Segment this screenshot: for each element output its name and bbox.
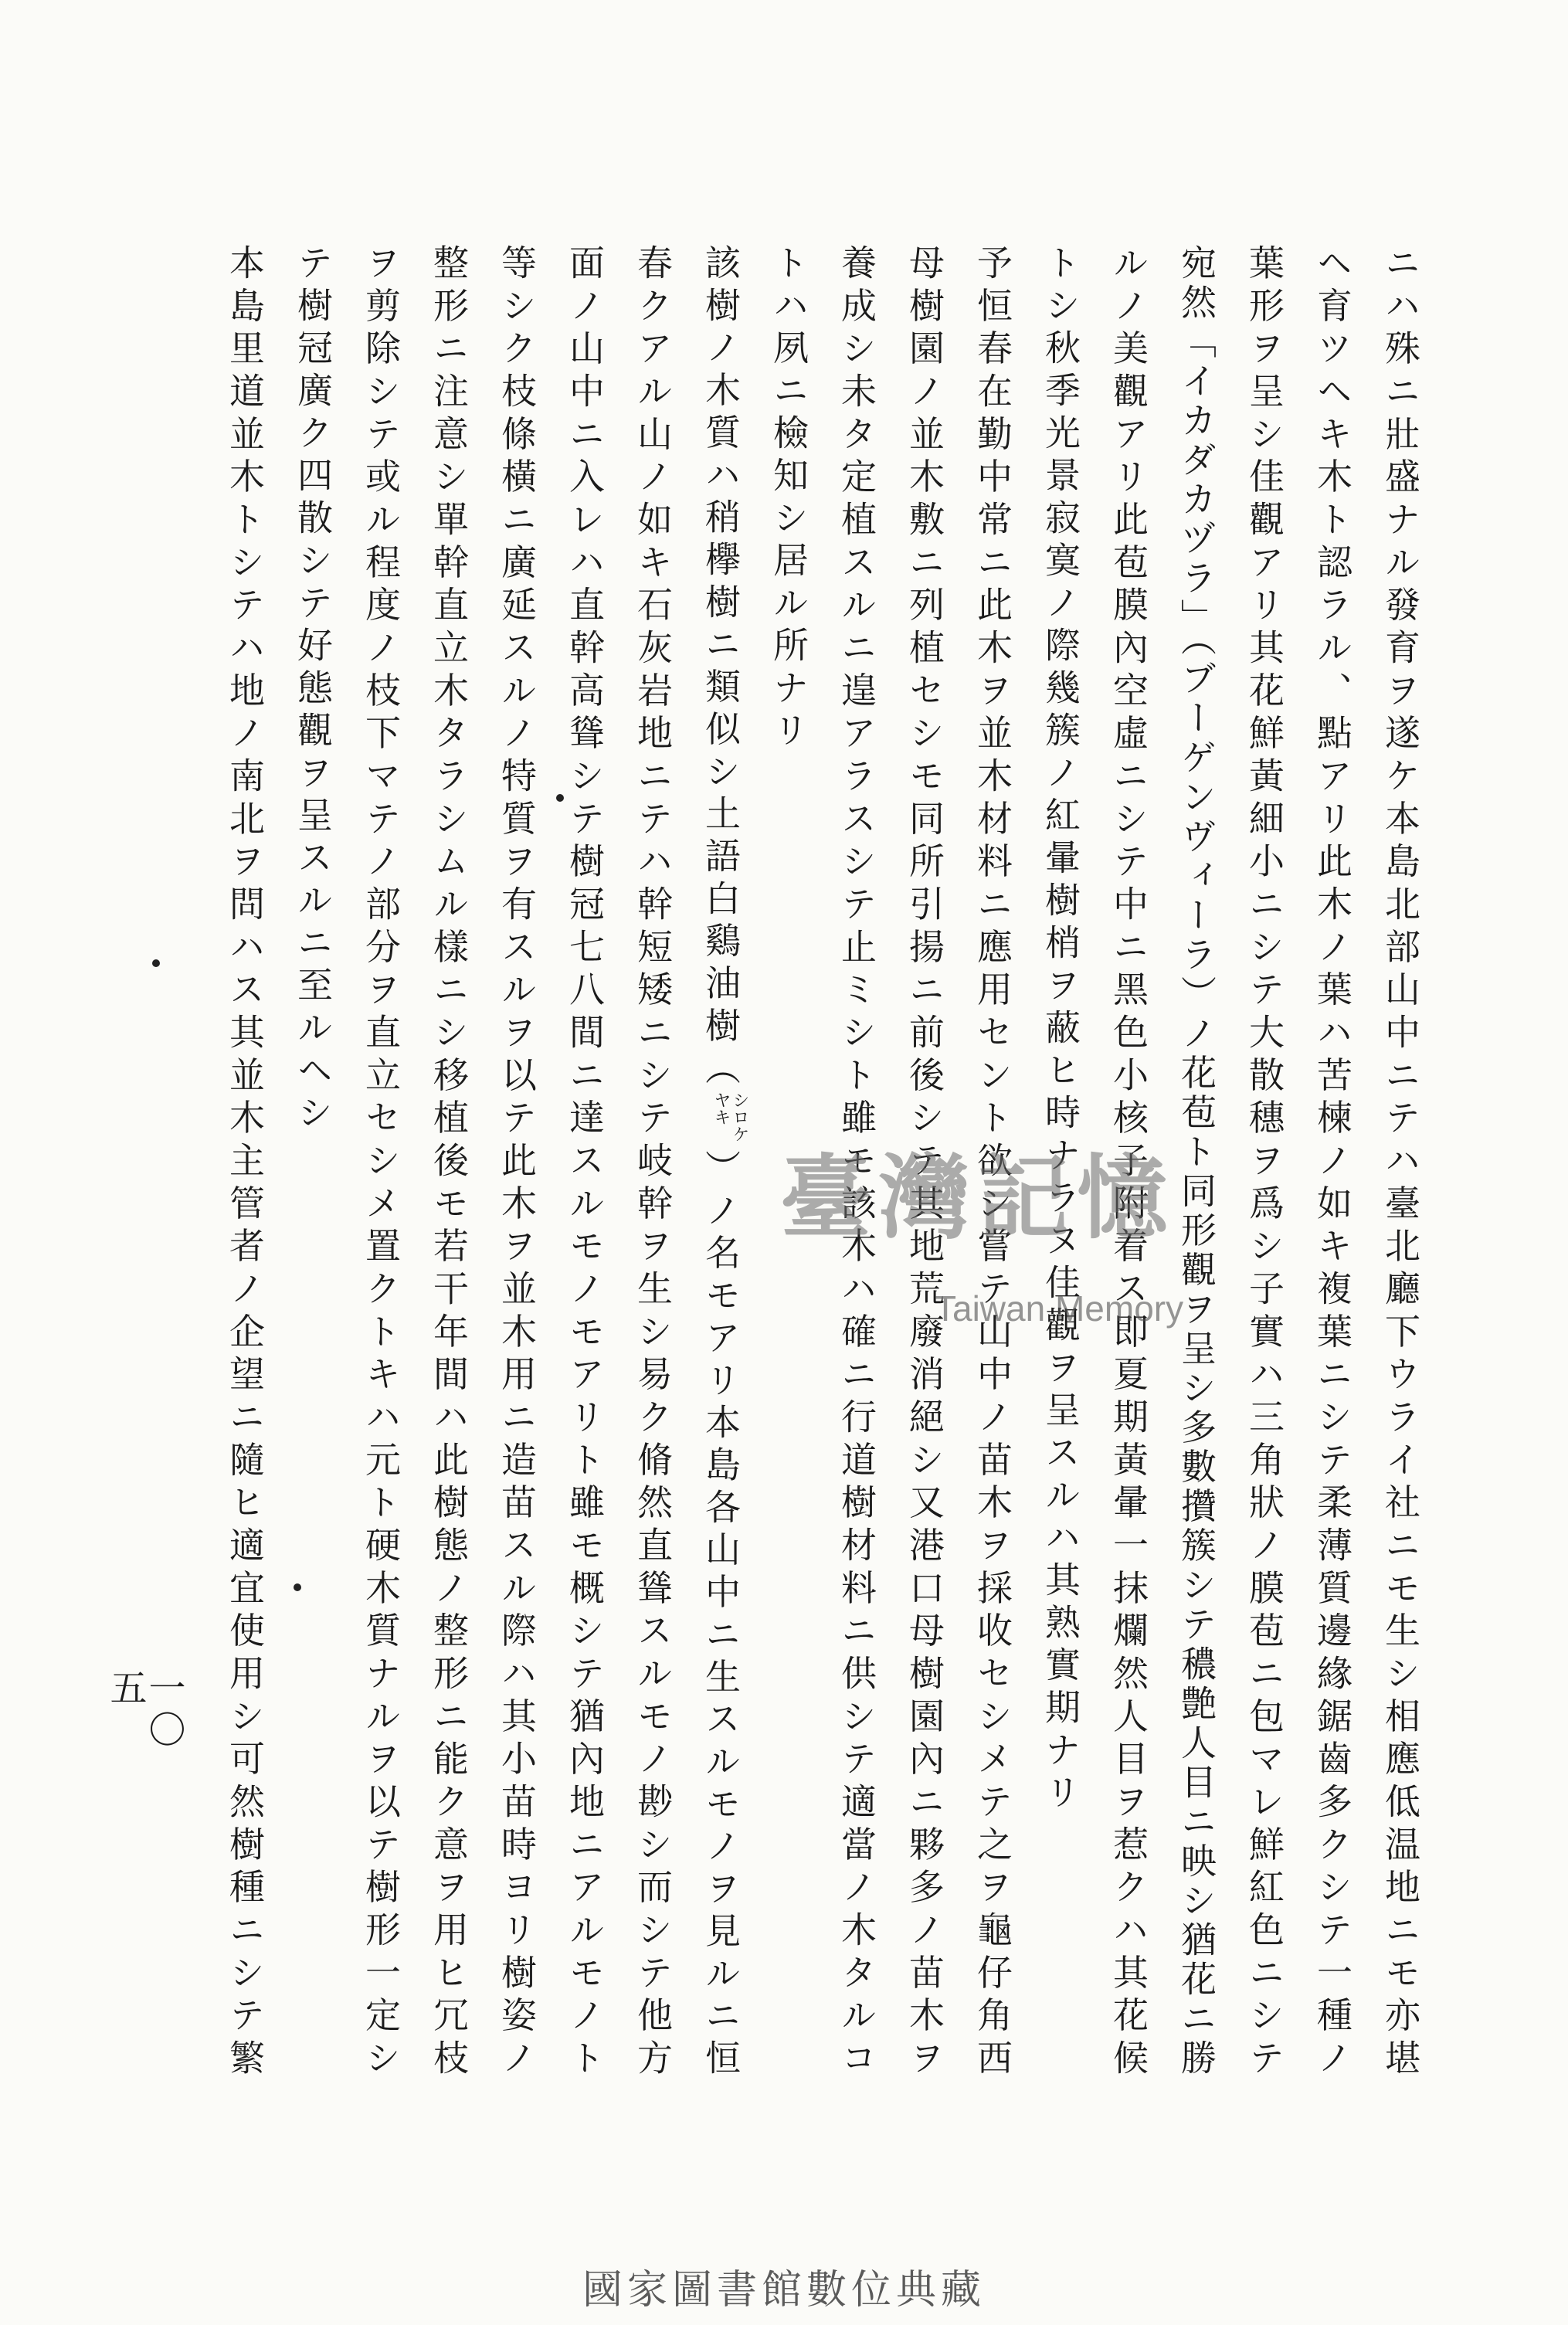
paragraph (1027, 244, 1434, 2075)
scan-speck (294, 1583, 301, 1591)
text-column: ニハ殊ニ壯盛ナル發育ヲ遂ケ本島北部山中ニテハ臺北廳下ウライ社ニモ生シ相應低温地ニモ亦堪 (1380, 244, 1421, 2076)
text-column: トハ夙ニ檢知シ居ル所ナリ (768, 244, 809, 754)
text-column: ヲ剪除シテ或ル程度ノ枝下マテノ部分ヲ直立セシメ置クトキハ元ト硬木質ナルヲ以テ樹形一定シ (360, 244, 402, 2076)
paragraph (279, 244, 755, 2075)
text-segment: 該樹ノ木質ハ稍欅樹ニ類似シ土語白鷄油樹（ (700, 244, 742, 1092)
text-segment: ）ノ名モアリ本島各山中ニ生スルモノヲ見ルニ恒 (700, 1142, 742, 2076)
text-column: トシ秋季光景寂寞ノ際幾簇ノ紅暈樹梢ヲ蔽ヒ時ナラヌ佳觀ヲ呈スルハ其熟實期ナリ (1040, 244, 1081, 1816)
body-text (211, 244, 1434, 2075)
text-column: ルノ美觀アリ此苞膜內空虛ニシテ中ニ黑色小核子附着ス即夏期黃暈一抹爛然人目ヲ惹クハ其花候 (1108, 244, 1149, 2075)
inline-note-line: シロケ (730, 1091, 749, 1143)
paragraph (755, 244, 1027, 2075)
text-column: 春クアル山ノ如キ石灰岩地ニテハ幹短矮ニシテ岐幹ヲ生シ易ク脩然直聳スルモノ尠シ而シテ他方 (632, 244, 674, 2076)
watermark-subtitle: Taiwan Memory (935, 1288, 1184, 1329)
text-column: 宛然「イカダカヅラ」（ブーゲンヴィーラ）ノ花苞ト同形觀ヲ呈シ多數攢簇シテ穠艶人目ニ映シ猶花ニ勝 (1176, 244, 1217, 2075)
inline-note (711, 1091, 748, 1142)
text-column: 面ノ山中ニ入レハ直幹高聳シテ樹冠七八間ニ達スルモノモアリト雖モ概シテ猶內地ニアルモノト (564, 244, 606, 2075)
scan-speck (152, 959, 160, 967)
text-column (687, 244, 755, 2075)
text-column: テ樹冠廣ク四散シテ好態觀ヲ呈スルニ至ルヘシ (292, 244, 334, 1136)
inline-note-line: ヤキ (711, 1091, 731, 1126)
text-column: 葉形ヲ呈シ佳觀アリ其花鮮黃細小ニシテ大散穗ヲ爲シ子實ハ三角狀ノ膜苞ニ包マレ鮮紅色ニシテ (1244, 244, 1285, 2075)
text-column: 等シク枝條橫ニ廣延スルノ特質ヲ有スルヲ以テ此木ヲ並木用ニ造苗スル際ハ其小苗時ヨリ樹姿ノ (496, 244, 538, 2076)
paragraph (211, 244, 279, 2075)
text-column: 母樹園ノ並木敷ニ列植セシモ同所引揚ニ前後シテ其地荒廢消絕シ又港口母樹園內ニ夥多ノ苗木ヲ (904, 244, 945, 2075)
text-column: 養成シ未タ定植スルニ遑アラスシテ止ミシト雖モ該木ハ確ニ行道樹材料ニ供シテ適當ノ木タルコ (836, 244, 877, 2075)
text-column: 予恒春在勤中常ニ此木ヲ並木材料ニ應用セント欲シ嘗テ山中ノ苗木ヲ採收セシメテ之ヲ龜仔角西 (972, 244, 1013, 2075)
page-number: 一〇五 (104, 1668, 185, 1752)
watermark-title: 臺灣記憶 (780, 1144, 1176, 1251)
text-column: 本島里道並木トシテハ地ノ南北ヲ問ハス其並木主管者ノ企望ニ隨ヒ適宜使用シ可然樹種ニシテ繁 (224, 244, 266, 2076)
text-column: 整形ニ注意シ單幹直立木タラシムル樣ニシ移植後モ若干年間ハ此樹態ノ整形ニ能ク意ヲ用ヒ冗枝 (428, 244, 470, 2075)
footer-credit: 國家圖書館數位典藏 (582, 2267, 986, 2313)
text-column: ヘ育ツヘキ木ト認ラル、點アリ此木ノ葉ハ苦楝ノ如キ複葉ニシテ柔薄質邊緣鋸齒多クシテ一種ノ (1312, 244, 1353, 2075)
scan-speck (556, 794, 564, 802)
